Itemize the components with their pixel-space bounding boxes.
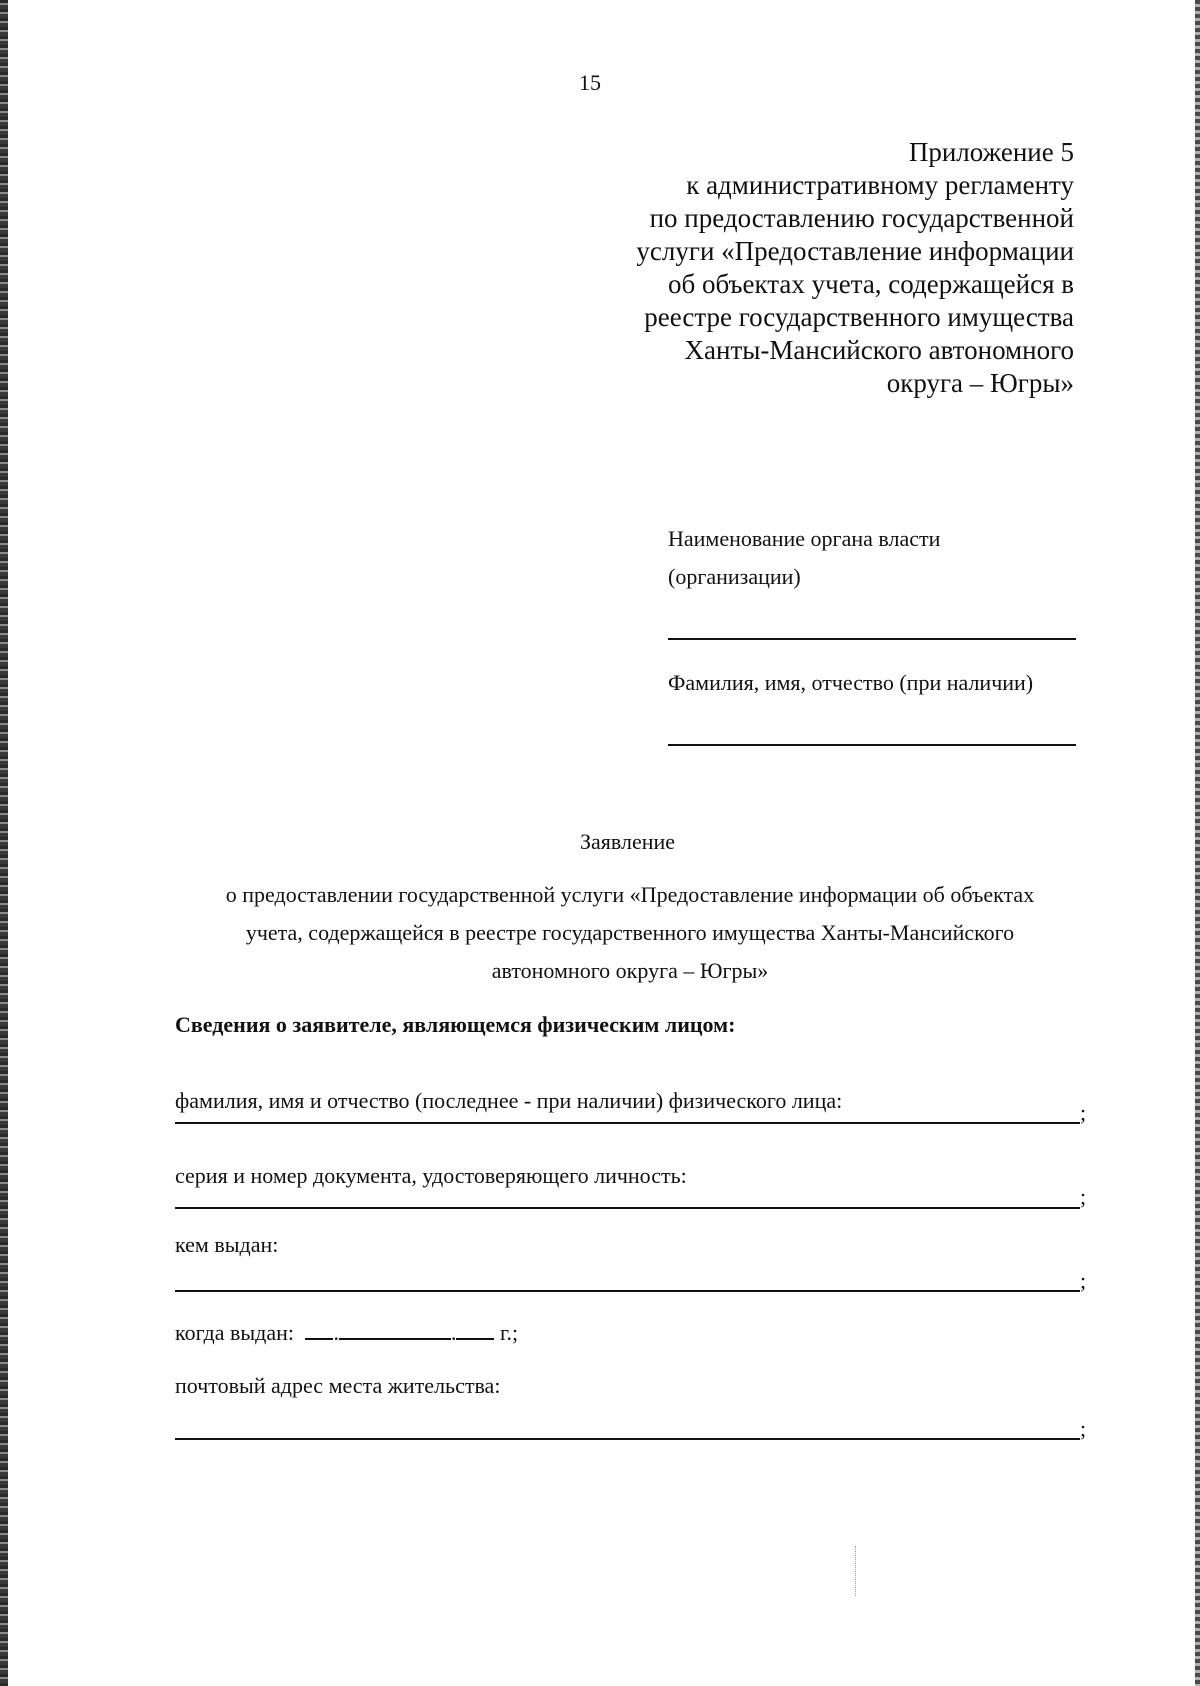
authority-label: Наименование органа власти	[668, 526, 941, 551]
issue-year-field[interactable]	[456, 1318, 494, 1340]
issued-when-label: когда выдан:	[175, 1320, 294, 1345]
issued-by-label: кем выдан:	[175, 1232, 279, 1257]
line-end-semicolon: ;	[1080, 1100, 1087, 1125]
date-separator: .	[450, 1320, 457, 1345]
year-suffix: г.;	[499, 1320, 519, 1345]
section-heading: Сведения о заявителе, являющемся физическим лицом:	[175, 1012, 736, 1037]
id-document-label: серия и номер документа, удостоверяющего личность:	[175, 1163, 687, 1188]
authority-label-organization: (организации)	[668, 564, 801, 589]
full-name-field[interactable]	[175, 1122, 1080, 1124]
scan-artifact-mark	[855, 1546, 856, 1596]
appendix-line: услуги «Предоставление информации	[636, 236, 1074, 266]
postal-address-field[interactable]	[175, 1438, 1080, 1440]
appendix-line: к административному регламенту	[686, 170, 1074, 200]
date-separator: .	[333, 1320, 339, 1345]
appendix-line: об объектах учета, содержащейся в	[668, 269, 1074, 299]
issued-by-field[interactable]	[175, 1290, 1080, 1292]
full-name-label: фамилия, имя и отчество (последнее - при наличии) физического лица:	[175, 1088, 843, 1113]
appendix-line: Приложение 5	[908, 137, 1074, 167]
line-end-semicolon: ;	[1080, 1268, 1087, 1293]
line-end-semicolon: ;	[1080, 1416, 1087, 1441]
id-document-field[interactable]	[175, 1207, 1080, 1209]
subtitle-line: автономного округа – Югры»	[491, 958, 769, 983]
subtitle-line: о предоставлении государственной услуги «Предоставление информации об объектах	[225, 882, 1035, 907]
appendix-line: округа – Югры»	[886, 368, 1074, 398]
document-title: Заявление	[579, 829, 676, 854]
subtitle-line: учета, содержащейся в реестре государственного имущества Ханты-Мансийского	[245, 920, 1015, 945]
appendix-header	[574, 136, 1074, 400]
document-subtitle	[180, 876, 1080, 990]
authority-name-field[interactable]	[668, 638, 1076, 640]
issue-day-field[interactable]	[305, 1318, 333, 1340]
postal-address-label: почтовый адрес места жительства:	[175, 1373, 501, 1398]
appendix-line: по предоставлению государственной	[649, 203, 1074, 233]
page-number: 15	[579, 70, 601, 95]
appendix-line: Ханты-Мансийского автономного	[684, 335, 1074, 365]
issued-when-row	[175, 1318, 518, 1346]
issue-month-field[interactable]	[339, 1318, 451, 1340]
person-name-field[interactable]	[668, 744, 1076, 746]
appendix-line: реестре государственного имущества	[644, 302, 1074, 332]
line-end-semicolon: ;	[1080, 1184, 1087, 1209]
person-name-label: Фамилия, имя, отчество (при наличии)	[668, 670, 1034, 695]
